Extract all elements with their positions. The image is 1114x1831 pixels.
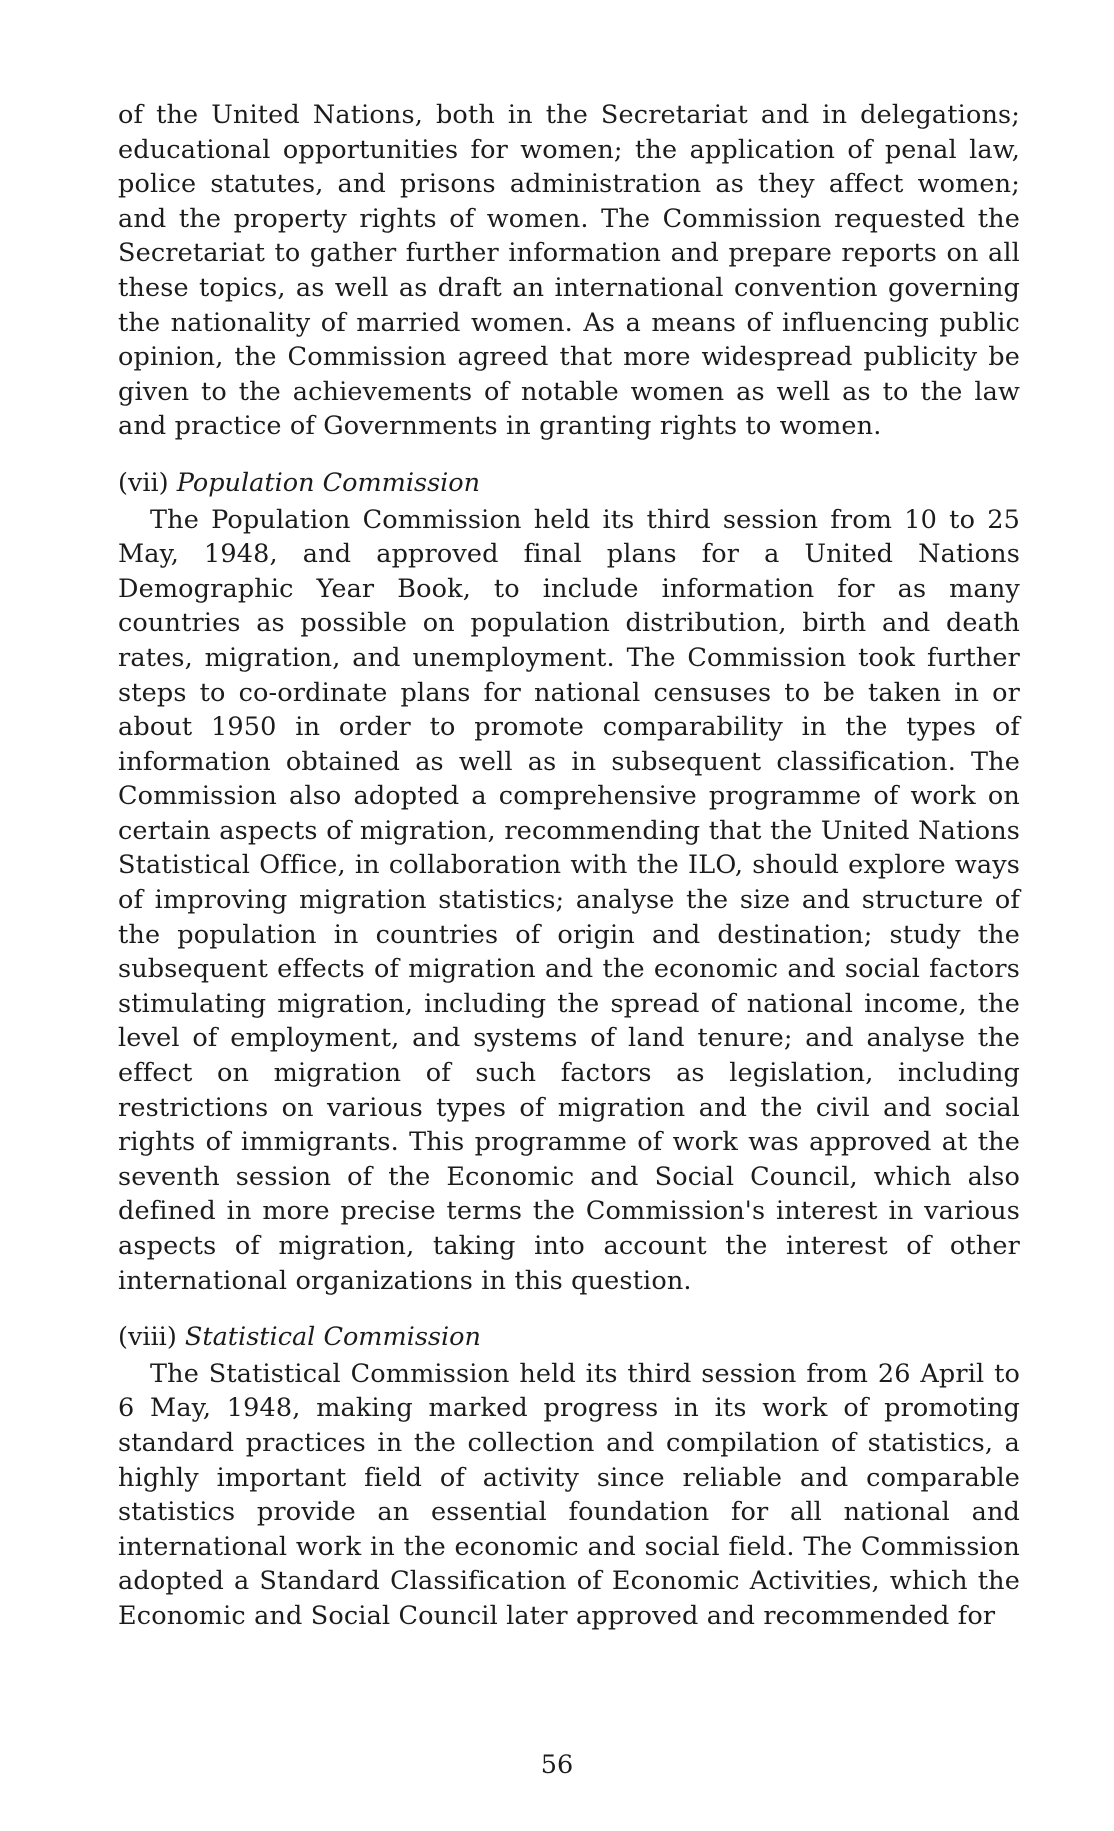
section-title: Statistical Commission [184, 1322, 481, 1353]
section-heading-statistical-commission [118, 1320, 1020, 1355]
statistical-commission-paragraph: The Statistical Commission held its third session from 26 April to 6 May, 1948, making marked progress in its work of promoting standard practices in the collection and compilation of statistics, a highly important field of activity since reliable and comparable statistics provide an essential foundation for all national and international work in the economic and social field. The Commission adopted a Standard Classification of Economic Activities, which the Economic and Social Council later approved and recommended for [118, 1358, 1020, 1631]
section-title: Population Commission [176, 467, 481, 498]
page-body [118, 98, 1020, 1634]
continued-paragraph: of the United Nations, both in the Secretariat and in delegations; educational opportunities for women; the application of penal law, police statutes, and prisons administration as they affect women; and the property rights of women. The Commission requested the Secretariat to gather further information and prepare reports on all these topics, as well as draft an international convention governing the nationality of married women. As a means of influencing public opinion, the Commission agreed that more widespread publicity be given to the achievements of notable women as well as to the law and practice of Governments in granting rights to women. [118, 100, 1020, 442]
section-number: (viii) [118, 1322, 177, 1353]
section-heading-population-commission [118, 466, 1020, 501]
section-number: (vii) [118, 467, 169, 498]
page-number: 56 [540, 1750, 574, 1780]
population-commission-paragraph: The Population Commission held its third session from 10 to 25 May, 1948, and approved final plans for a United Nations Demographic Year Book, to include information for as many countries as possible on population distribution, birth and death rates, migration, and unemployment. The Commission took further steps to co-ordinate plans for national censuses to be taken in or about 1950 in order to promote comparability in the types of information obtained as well as in subsequent classification. The Commission also adopted a comprehensive programme of work on certain aspects of migration, recommending that the United Nations Statistical Office, in collaboration with the ILO, should explore ways of improving migration statistics; analyse the size and structure of the population in countries of origin and destination; study the subsequent effects of migration and the economic and social factors stimulating migration, including the spread of national income, the level of employment, and systems of land tenure; and analyse the effect on migration of such factors as legislation, including restrictions on various types of migration and the civil and social rights of immigrants. This programme of work was approved at the seventh session of the Economic and Social Council, which also defined in more precise terms the Commission's interest in various aspects of migration, taking into account the interest of other international organizations in this question. [118, 504, 1020, 1296]
